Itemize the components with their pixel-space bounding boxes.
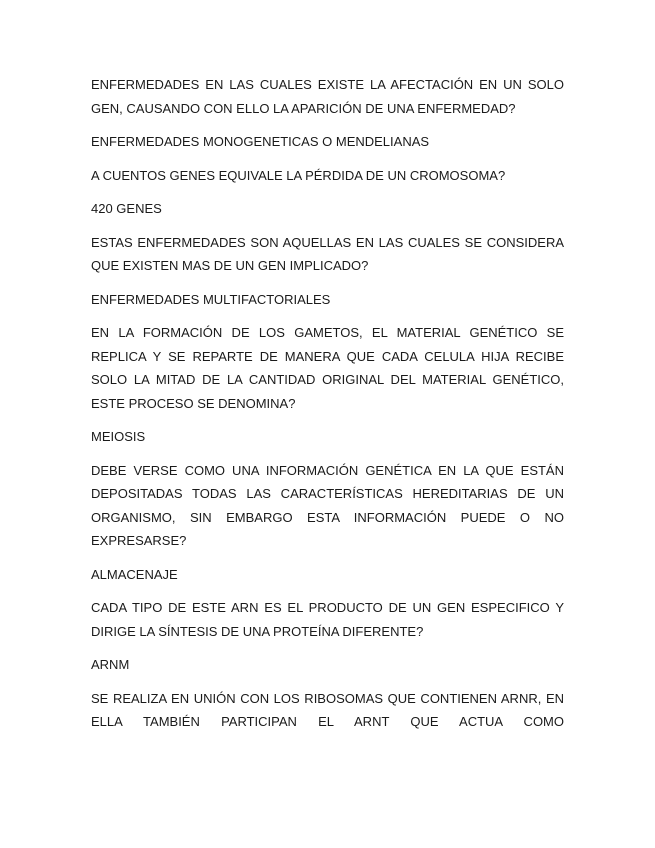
answer-paragraph: ALMACENAJE (91, 566, 178, 582)
answer-paragraph: 420 GENES (91, 201, 162, 216)
answer-paragraph: MEIOSIS (91, 429, 146, 444)
document-body (91, 73, 564, 744)
question-paragraph: CADA TIPO DE ESTE ARN ES EL PRODUCTO DE UN GEN ESPECIFICO Y DIRIGE LA SÍNTESIS DE UNA PROTEÍNA DIFERENTE? (91, 600, 564, 639)
answer-paragraph: ARNM (91, 657, 130, 672)
question-paragraph: SE REALIZA EN UNIÓN CON LOS RIBOSOMAS QUE CONTIENEN ARNR, EN ELLA TAMBIÉN PARTICIPAN EL ARNT QUE ACTUA COMO (91, 690, 564, 729)
question-paragraph: ESTAS ENFERMEDADES SON AQUELLAS EN LAS CUALES SE CONSIDERA QUE EXISTEN MAS DE UN GEN IMPLICADO? (91, 234, 564, 273)
question-paragraph: DEBE VERSE COMO UNA INFORMACIÓN GENÉTICA EN LA QUE ESTÁN DEPOSITADAS TODAS LAS CARACTERÍSTICAS HEREDITARIAS DE UN ORGANISMO, SIN EMBARGO ESTA INFORMACIÓN PUEDE O NO EXPRESARSE? (91, 462, 564, 548)
answer-paragraph: ENFERMEDADES MONOGENETICAS O MENDELIANAS (91, 134, 430, 149)
question-paragraph: EN LA FORMACIÓN DE LOS GAMETOS, EL MATERIAL GENÉTICO SE REPLICA Y SE REPARTE DE MANERA QUE CADA CELULA HIJA RECIBE SOLO LA MITAD DE LA CANTIDAD ORIGINAL DEL MATERIAL GENÉTICO, ESTE PROCESO SE DENOMINA? (91, 325, 564, 411)
question-paragraph: ENFERMEDADES EN LAS CUALES EXISTE LA AFECTACIÓN EN UN SOLO GEN, CAUSANDO CON ELLO LA APARICIÓN DE UNA ENFERMEDAD? (91, 77, 564, 116)
answer-paragraph: ENFERMEDADES MULTIFACTORIALES (91, 291, 331, 307)
question-paragraph: A CUENTOS GENES EQUIVALE LA PÉRDIDA DE UN CROMOSOMA? (91, 167, 506, 183)
